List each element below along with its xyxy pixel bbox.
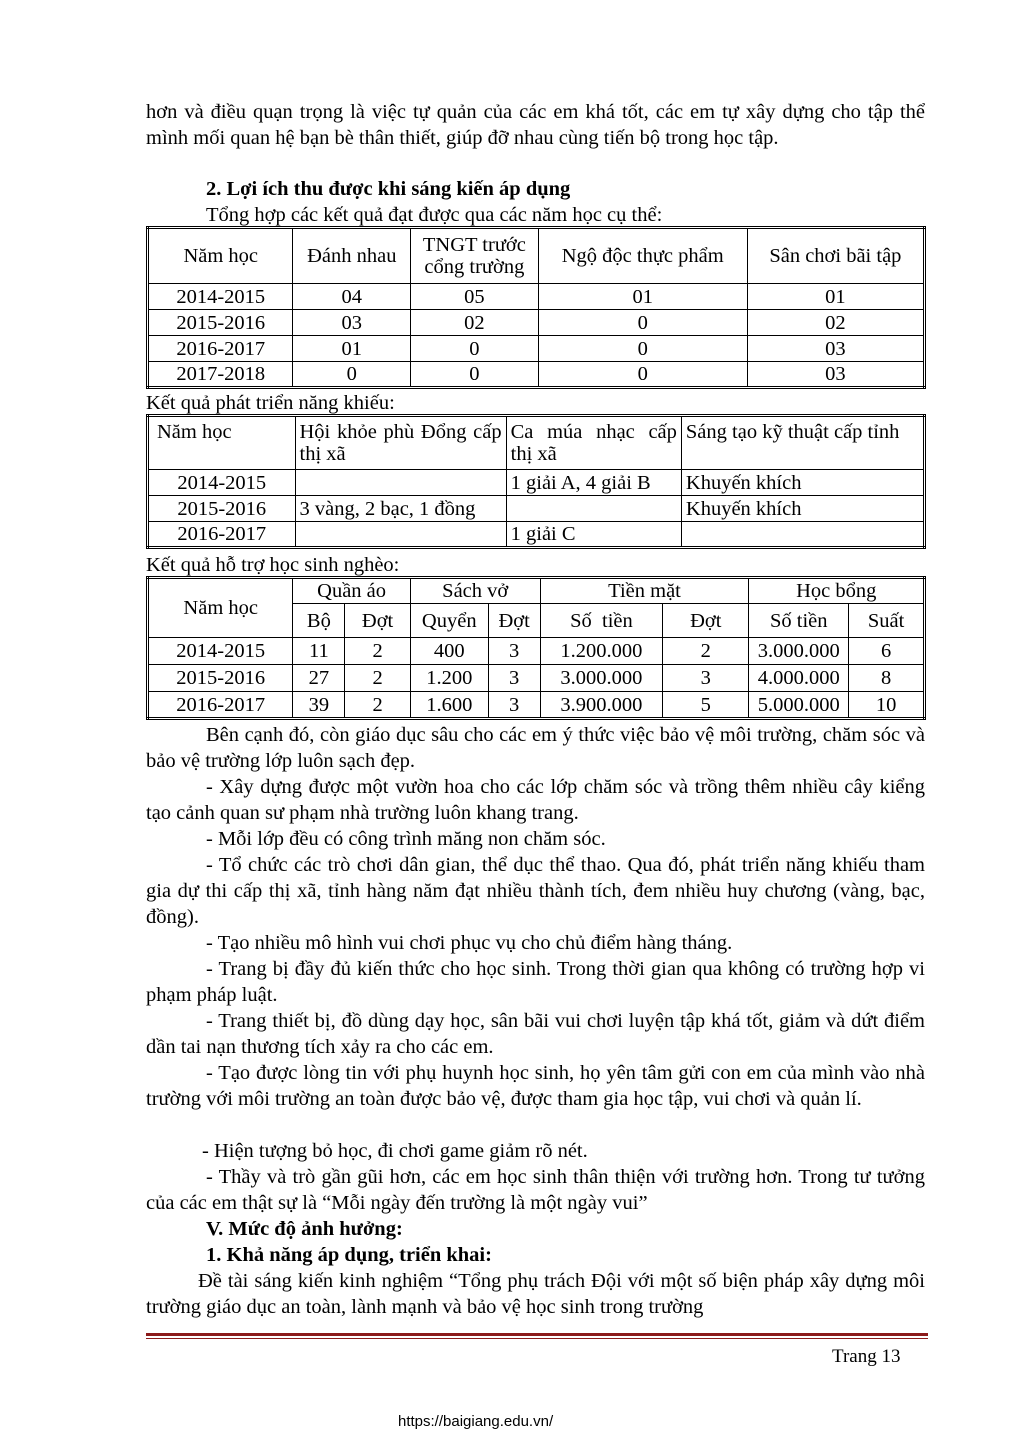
table-cell: 3.000.000 [540,665,663,692]
table-row [148,362,925,388]
table-cell: 02 [411,310,539,336]
table-row [148,284,925,310]
table-header: Sân chơi bãi tập [747,228,924,284]
table-subheader: Suất [849,604,925,638]
table-cell: 2014-2015 [148,470,296,496]
table-subheader: Số tiền [540,604,663,638]
table-header: Quần áo [293,578,410,604]
table-subheader: Quyển [410,604,488,638]
footer-divider [146,1333,928,1336]
subsection-heading-applicability: 1. Khả năng áp dụng, triển khai: [206,1244,492,1266]
table-cell: 10 [849,692,925,719]
intro-paragraph: hơn và điều quạn trọng là việc tự quản của các em khá tốt, các em tự xây dựng cho tập thể mình mối quan hệ bạn bè thân thiết, giúp đỡ nhau cùng tiến bộ trong học tập. [146,101,925,149]
table-cell: 0 [538,310,747,336]
page-number: Trang 13 [832,1346,901,1367]
table-subheader: Đợt [663,604,749,638]
bullet-item: - Thầy và trò gần gũi hơn, các em học sinh thân thiện với trường hơn. Trong tư tưởng của các em thật sự là “Mỗi ngày đến trường là một ngày vui” [146,1166,925,1214]
table-cell: 1.600 [410,692,488,719]
table-cell: 0 [411,336,539,362]
bullet-item: - Hiện tượng bỏ học, đi chơi game giảm rõ nét. [202,1140,588,1162]
table-cell: 05 [411,284,539,310]
table-cell: 11 [293,638,345,665]
table-header-row [148,228,925,284]
table-header: TNGT trước cổng trường [411,228,539,284]
table-cell: 2014-2015 [148,638,293,665]
table-cell: 2 [345,665,410,692]
table-cell: 0 [538,362,747,388]
table-cell: 39 [293,692,345,719]
table3-caption: Kết quả hỗ trợ học sinh nghèo: [146,554,400,576]
table-cell: 3 [663,665,749,692]
table-cell: 03 [747,336,924,362]
table-cell: 4.000.000 [749,665,849,692]
table-header: Học bổng [749,578,925,604]
table-header: Năm học [148,578,293,638]
table-cell: 5 [663,692,749,719]
table-cell: 01 [538,284,747,310]
table-cell: 400 [410,638,488,665]
table-cell [506,496,681,522]
table-header: Đánh nhau [293,228,411,284]
table-cell: 3 [488,692,540,719]
table-cell: 01 [293,336,411,362]
table-header-row [148,578,925,604]
table-row [148,692,925,719]
table-cell: 6 [849,638,925,665]
table-header: Hội khỏe phù Đổng cấp thị xã [295,416,506,470]
table-cell: Khuyến khích [681,496,924,522]
table-cell: 01 [747,284,924,310]
table-cell: 2015-2016 [148,665,293,692]
table-subheader: Đợt [345,604,410,638]
table-cell: 2017-2018 [148,362,293,388]
table-cell: 1.200 [410,665,488,692]
table-cell: 0 [293,362,411,388]
table-cell: 2 [663,638,749,665]
table-cell: 2016-2017 [148,522,296,548]
footer-divider-thin [146,1338,928,1339]
table-cell: 03 [293,310,411,336]
table-cell: 0 [411,362,539,388]
bullet-item: - Trang bị đầy đủ kiến thức cho học sinh. Trong thời gian qua không có trường hợp vi phạm pháp luật. [146,958,925,1006]
table-subheader: Đợt [488,604,540,638]
table-cell: Khuyến khích [681,470,924,496]
table-cell: 1.200.000 [540,638,663,665]
table-cell: 2014-2015 [148,284,293,310]
table-header: Ca múa nhạc cấp thị xã [506,416,681,470]
bullet-item: - Tổ chức các trò chơi dân gian, thể dục thể thao. Qua đó, phát triển năng khiếu tham gia dự thi cấp thị xã, tỉnh hàng năm đạt nhiều thành tích, đem nhiều huy chương (vàng, bạc, đồng). [146,854,925,928]
table-row [148,336,925,362]
table-row [148,496,925,522]
table-cell: 8 [849,665,925,692]
table-cell: 04 [293,284,411,310]
bullet-item: - Trang thiết bị, đồ dùng dạy học, sân bãi vui chơi luyện tập khá tốt, giảm và dứt điểm dần tai nạn thương tích xảy ra cho các em. [146,1010,925,1058]
table-cell: 5.000.000 [749,692,849,719]
table-cell: 27 [293,665,345,692]
results-table [146,226,926,389]
table-header: Sách vở [410,578,540,604]
table-cell: 2015-2016 [148,310,293,336]
table-cell: 2015-2016 [148,496,296,522]
table2-caption: Kết quả phát triển năng khiếu: [146,392,395,414]
table-cell [295,470,506,496]
poor-students-support-table [146,576,926,720]
paragraph-ben-canh: Bên cạnh đó, còn giáo dục sâu cho các em ý thức việc bảo vệ môi trường, chăm sóc và bảo vệ trường lớp luôn sạch đẹp. [146,724,925,772]
table-header: Tiền mặt [540,578,749,604]
table-cell: 3.900.000 [540,692,663,719]
table-cell: 1 giải A, 4 giải B [506,470,681,496]
table-row [148,310,925,336]
table-cell: 3.000.000 [749,638,849,665]
table-cell: 3 [488,665,540,692]
table-row [148,638,925,665]
table-header-row [148,416,925,470]
table-cell: 3 [488,638,540,665]
section-heading-benefits: 2. Lợi ích thu được khi sáng kiến áp dụng [206,178,571,200]
talent-table [146,414,926,549]
table-cell: 2016-2017 [148,692,293,719]
table-row [148,665,925,692]
table-header: Năm học [148,416,296,470]
table-cell: 2016-2017 [148,336,293,362]
bullet-item: - Tạo được lòng tin với phụ huynh học sinh, họ yên tâm gửi con em của mình vào nhà trường với môi trường an toàn được bảo vệ, được tham gia học tập, vui chơi và quản lí. [146,1062,925,1110]
table-row [148,522,925,548]
section-heading-impact: V. Mức độ ảnh hưởng: [206,1218,403,1240]
table-cell: 02 [747,310,924,336]
table-cell: 3 vàng, 2 bạc, 1 đồng [295,496,506,522]
table-cell [295,522,506,548]
paragraph-de-tai: Đề tài sáng kiến kinh nghiệm “Tổng phụ trách Đội với một số biện pháp xây dựng môi trường giáo dục an toàn, lành mạnh và bảo vệ học sinh trong trường [146,1270,925,1318]
table-subheader: Số tiền [749,604,849,638]
table-row [148,470,925,496]
table-cell: 2 [345,638,410,665]
table-header: Ngộ độc thực phẩm [538,228,747,284]
bullet-item: - Xây dựng được một vườn hoa cho các lớp chăm sóc và trồng thêm nhiều cây kiểng tạo cảnh quan sư phạm nhà trường luôn khang trang. [146,776,925,824]
table-cell: 1 giải C [506,522,681,548]
bullet-item: - Tạo nhiều mô hình vui chơi phục vụ cho chủ điểm hàng tháng. [206,932,733,954]
table-cell [681,522,924,548]
table-header: Sáng tạo kỹ thuật cấp tỉnh [681,416,924,470]
source-url-link[interactable]: https://baigiang.edu.vn/ [398,1413,554,1430]
table-cell: 0 [538,336,747,362]
table-cell: 03 [747,362,924,388]
bullet-item: - Mỗi lớp đều có công trình măng non chăm sóc. [206,828,606,850]
table-subheader: Bộ [293,604,345,638]
table-header: Năm học [148,228,293,284]
table-cell: 2 [345,692,410,719]
table1-caption: Tổng hợp các kết quả đạt được qua các năm học cụ thể: [206,204,663,226]
